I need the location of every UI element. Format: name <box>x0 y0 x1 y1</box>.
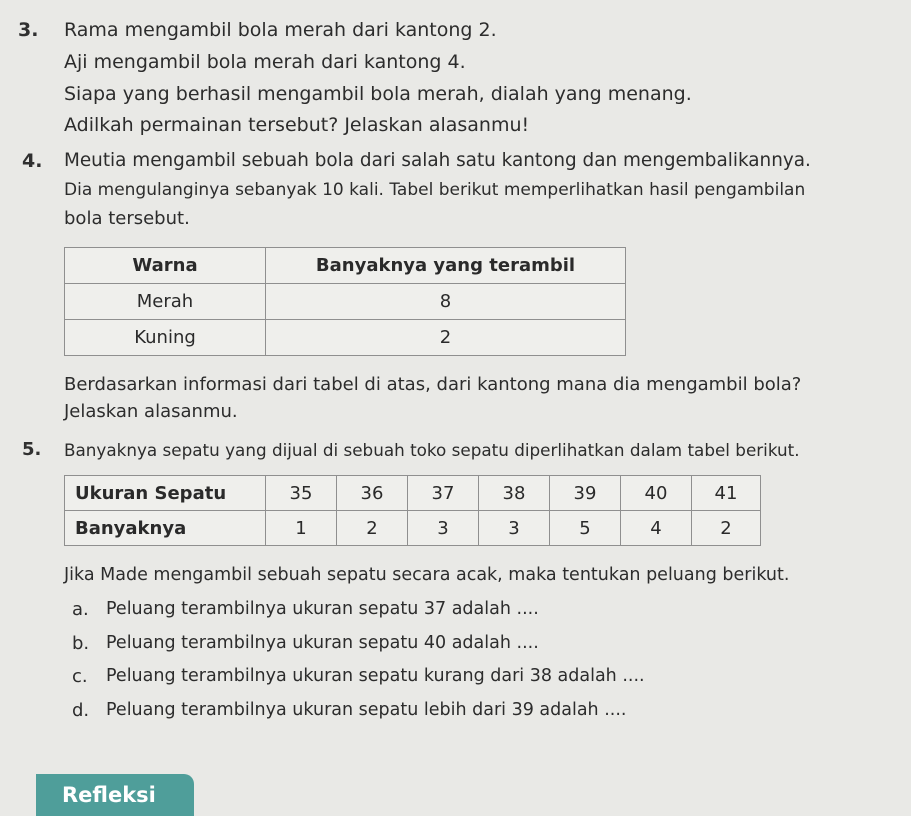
cell-count: 1 <box>266 511 337 546</box>
refleksi-label: Refleksi <box>62 783 156 807</box>
question-4-number: 4. <box>22 150 43 172</box>
q3-line-2: Aji mengambil bola merah dari kantong 4. <box>64 51 466 73</box>
q3-line-4: Adilkah permainan tersebut? Jelaskan alasanmu! <box>64 114 530 136</box>
header-banyaknya-terambil: Banyaknya yang terambil <box>266 248 626 284</box>
q5-item-c-letter: c. <box>72 666 88 687</box>
q3-line-1: Rama mengambil bola merah dari kantong 2. <box>64 19 497 41</box>
question-3-number: 3. <box>18 19 39 41</box>
q4-line-2: Dia mengulanginya sebanyak 10 kali. Tabel berikut memperlihatkan hasil pengambilan <box>64 180 806 200</box>
q4-line-3: bola tersebut. <box>64 208 190 229</box>
row-label-banyaknya: Banyaknya <box>65 511 266 546</box>
table-row <box>65 320 626 356</box>
cell-size: 37 <box>408 476 479 511</box>
q5-item-a-text: Peluang terambilnya ukuran sepatu 37 adalah .... <box>106 599 539 619</box>
cell-count: 5 <box>550 511 621 546</box>
cell-count: 3 <box>408 511 479 546</box>
cell-size: 40 <box>621 476 692 511</box>
q4-after-line-1: Berdasarkan informasi dari tabel di atas, dari kantong mana dia mengambil bola? <box>64 374 802 395</box>
q5-item-d-text: Peluang terambilnya ukuran sepatu lebih dari 39 adalah .... <box>106 700 627 720</box>
q5-item-b-letter: b. <box>72 633 90 654</box>
cell-color: Merah <box>65 284 266 320</box>
cell-count: 2 <box>692 511 761 546</box>
cell-size: 36 <box>337 476 408 511</box>
cell-color: Kuning <box>65 320 266 356</box>
q4-line-1: Meutia mengambil sebuah bola dari salah satu kantong dan mengembalikannya. <box>64 150 811 171</box>
row-label-ukuran-sepatu: Ukuran Sepatu <box>65 476 266 511</box>
cell-size: 39 <box>550 476 621 511</box>
cell-count: 8 <box>266 284 626 320</box>
cell-count: 4 <box>621 511 692 546</box>
cell-count: 3 <box>479 511 550 546</box>
color-count-table <box>64 247 626 356</box>
table-row <box>65 476 761 511</box>
q5-prompt: Jika Made mengambil sebuah sepatu secara acak, maka tentukan peluang berikut. <box>64 565 790 585</box>
cell-size: 35 <box>266 476 337 511</box>
question-5-number: 5. <box>22 439 42 460</box>
cell-size: 41 <box>692 476 761 511</box>
table-row <box>65 284 626 320</box>
cell-count: 2 <box>337 511 408 546</box>
shoe-size-table <box>64 475 761 546</box>
q5-item-b-text: Peluang terambilnya ukuran sepatu 40 adalah .... <box>106 633 539 653</box>
refleksi-section-tab <box>36 774 194 816</box>
q5-item-d-letter: d. <box>72 700 90 721</box>
cell-size: 38 <box>479 476 550 511</box>
q5-item-a-letter: a. <box>72 599 89 620</box>
cell-count: 2 <box>266 320 626 356</box>
header-warna: Warna <box>65 248 266 284</box>
q5-item-c-text: Peluang terambilnya ukuran sepatu kurang dari 38 adalah .... <box>106 666 645 686</box>
q4-after-line-2: Jelaskan alasanmu. <box>64 401 238 422</box>
q3-line-3: Siapa yang berhasil mengambil bola merah, dialah yang menang. <box>64 83 692 105</box>
q5-intro: Banyaknya sepatu yang dijual di sebuah toko sepatu diperlihatkan dalam tabel berikut. <box>64 440 800 460</box>
table-row <box>65 511 761 546</box>
